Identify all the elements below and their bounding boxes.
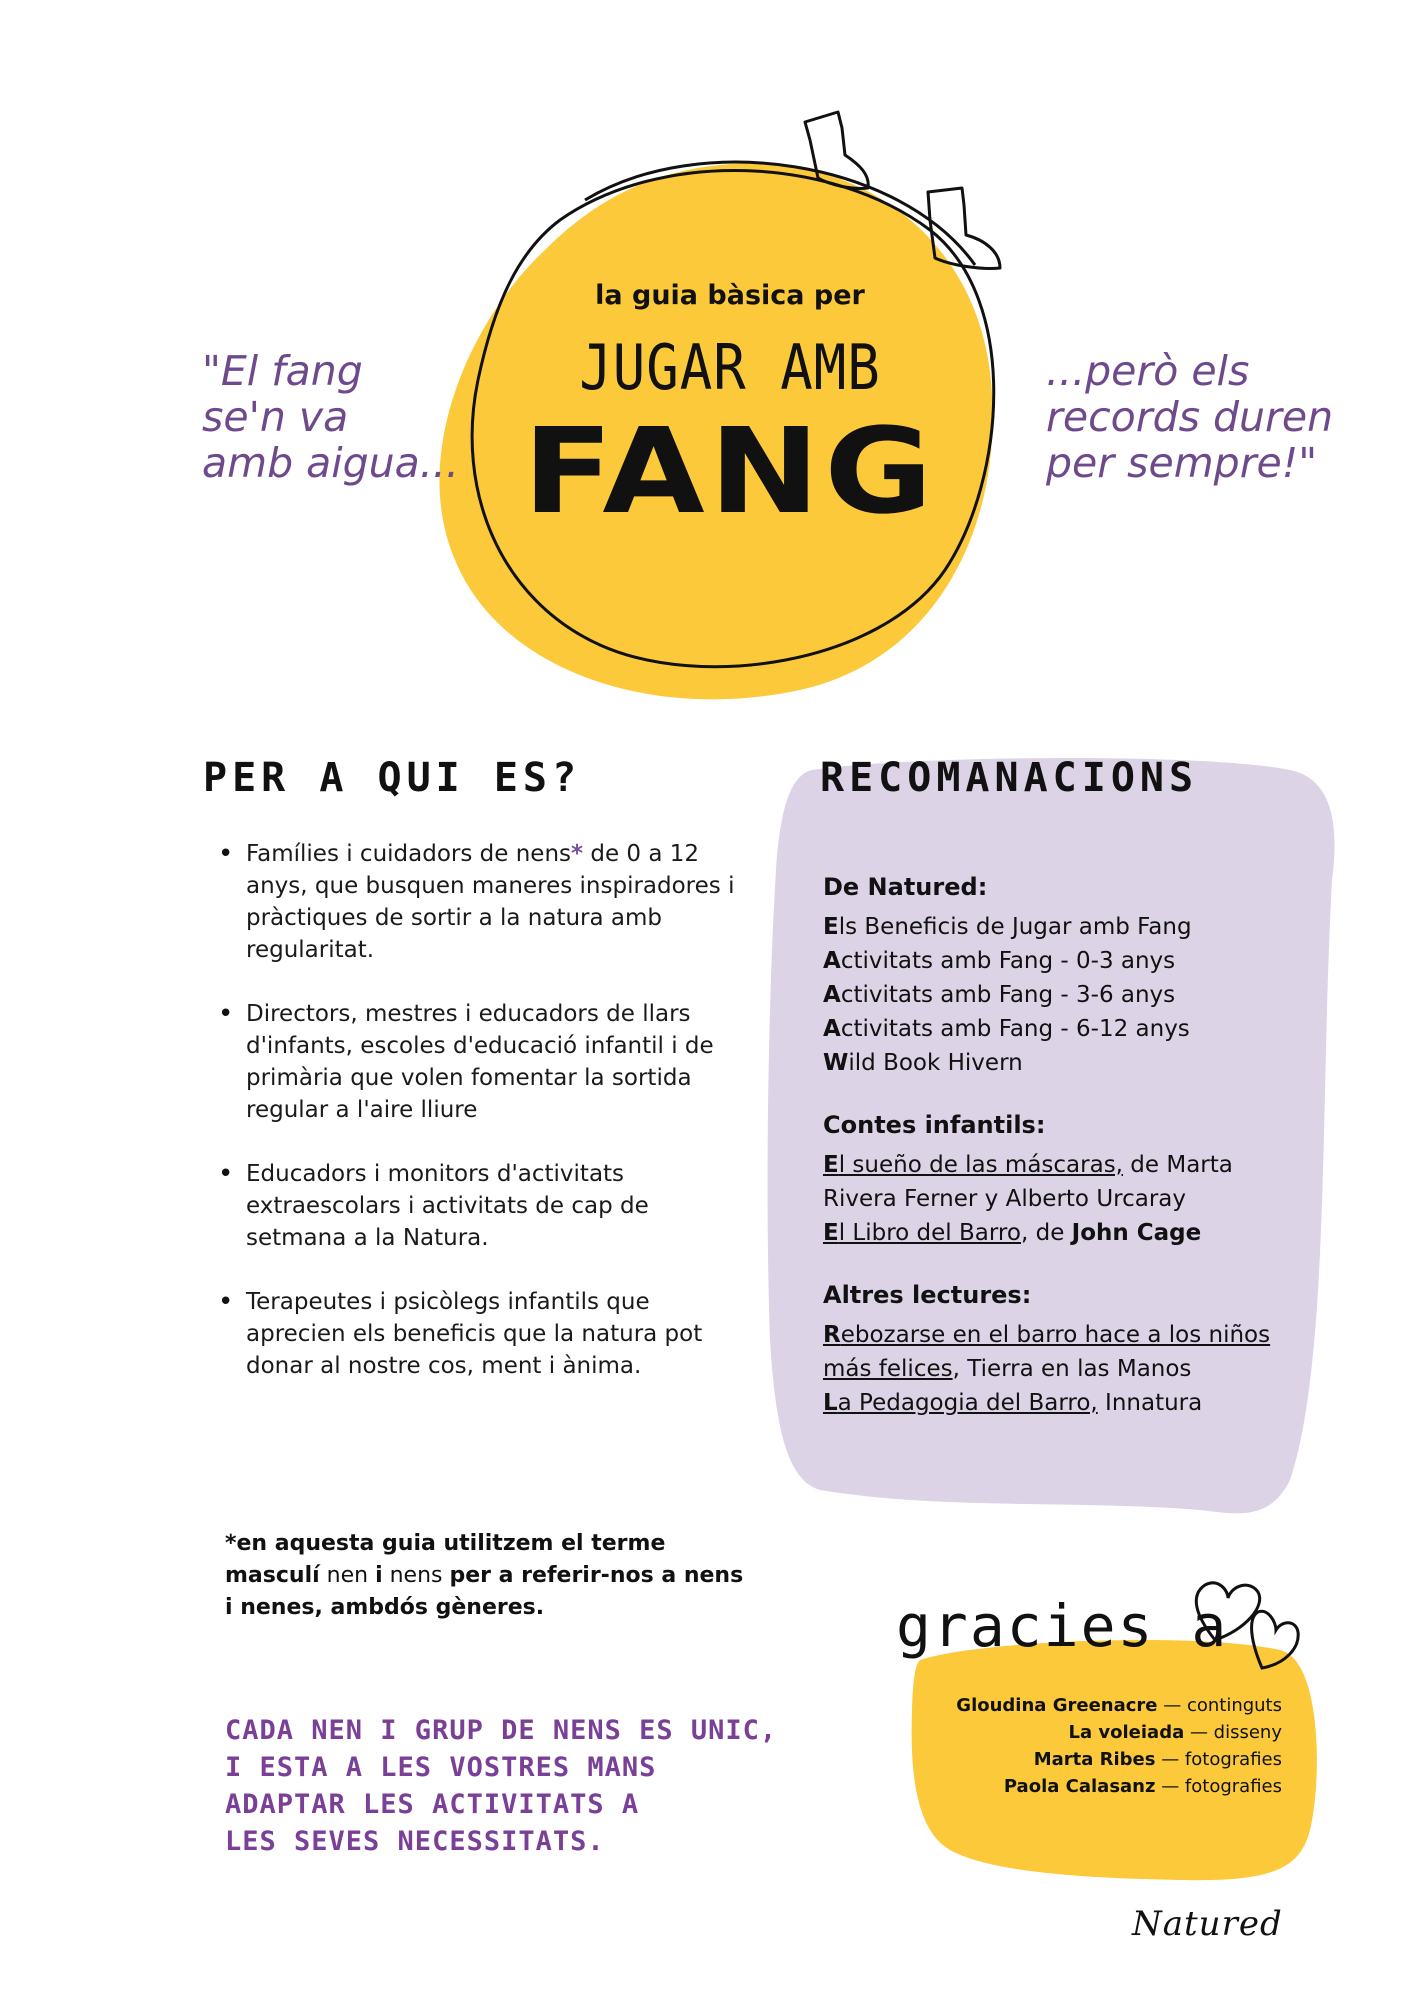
audience-heading: PER A QUI ES? — [203, 755, 582, 801]
quote-right-line: ...però els — [1046, 347, 1250, 395]
credit-name: Marta Ribes — [1033, 1749, 1156, 1770]
credit-role: — disseny — [1184, 1722, 1282, 1743]
recom-text: ctivitats amb Fang - 3-6 anys — [840, 982, 1176, 1008]
list-item — [246, 1158, 746, 1254]
recom-item — [823, 1148, 1303, 1216]
recom-item — [823, 1216, 1303, 1250]
recom-text: ctivitats amb Fang - 6-12 anys — [840, 1016, 1190, 1042]
credit-item — [920, 1692, 1282, 1719]
credit-role: — fotografies — [1155, 1776, 1282, 1797]
group-title: Altres lectures: — [823, 1281, 1032, 1309]
recom-item — [823, 1318, 1303, 1386]
recom-initial: R — [823, 1322, 841, 1348]
credit-name: La voleiada — [1068, 1722, 1185, 1743]
group-title: Contes infantils: — [823, 1111, 1046, 1139]
recom-item[interactable] — [823, 978, 1303, 1012]
list-item-text: Famílies i cuidadors de nens — [246, 841, 572, 867]
title-line-2: FANG — [522, 402, 938, 540]
note-text: nens — [382, 1563, 450, 1588]
credit-name: Gloudina Greenacre — [956, 1695, 1158, 1716]
list-item — [246, 1286, 746, 1382]
credit-role: — continguts — [1157, 1695, 1282, 1716]
book-link[interactable]: l sueño de las máscaras, — [838, 1152, 1123, 1178]
note-text: per a referir-nos a nens i nenes, ambdós gèneres. — [225, 1563, 744, 1620]
note-text: i — [375, 1563, 383, 1588]
quote-left-line: amb aigua... — [202, 439, 459, 487]
recom-text: ild Book Hivern — [848, 1050, 1023, 1076]
quote-right-line: per sempre!" — [1046, 439, 1318, 487]
quote-left-line: "El fang — [202, 347, 363, 395]
list-item-text: Educadors i monitors d'activitats extraescolars i activitats de cap de setmana a la Natura. — [246, 1161, 649, 1251]
recom-text: , de — [1020, 1220, 1072, 1246]
book-link[interactable]: l Libro del Barro — [838, 1220, 1021, 1246]
recom-item[interactable] — [823, 944, 1303, 978]
credit-name: Paola Calasanz — [1003, 1776, 1156, 1797]
asterisk: * — [571, 841, 584, 867]
quote-left — [202, 348, 459, 486]
closing-line: ADAPTAR LES ACTIVITATS A — [225, 1789, 640, 1820]
credit-role: — fotografies — [1155, 1749, 1282, 1770]
other-reading-group — [823, 1278, 1303, 1420]
recom-item[interactable] — [823, 1012, 1303, 1046]
recom-author: John Cage — [1071, 1220, 1202, 1246]
recom-text: de Marta Rivera Ferner y Alberto Urcaray — [823, 1152, 1233, 1212]
quote-right-line: records duren — [1046, 393, 1334, 441]
guide-subtitle: la guia bàsica per — [595, 280, 865, 311]
recom-item[interactable] — [823, 1046, 1303, 1080]
stories-group — [823, 1108, 1303, 1250]
thanks-heading: gracies a — [896, 1592, 1229, 1660]
audience-list — [218, 838, 746, 1414]
recom-item[interactable] — [823, 910, 1303, 944]
recom-initial: E — [823, 914, 839, 940]
recom-initial: A — [823, 1016, 841, 1042]
recom-initial: E — [823, 1220, 839, 1246]
list-item-text: Directors, mestres i educadors de llars d'infants, escoles d'educació infantil i de primària que volen fomentar la sortida regular a l'aire lliure — [246, 1001, 714, 1123]
article-link[interactable]: ebozarse en el barro hace a los niños más felices — [823, 1322, 1271, 1382]
list-item-text: Terapeutes i psicòlegs infantils que aprecien els beneficis que la natura pot donar al nostre cos, ment i ànima. — [246, 1289, 703, 1379]
article-link[interactable]: a Pedagogia del Barro, — [837, 1390, 1098, 1416]
credit-item — [920, 1719, 1282, 1746]
recommendations-heading: RECOMANACIONS — [820, 755, 1199, 801]
recom-text: Innatura — [1097, 1390, 1203, 1416]
closing-line: I ESTA A LES VOSTRES MANS — [225, 1752, 657, 1783]
gender-note — [225, 1528, 745, 1624]
credits-list — [920, 1692, 1282, 1800]
list-item-text: de 0 a 12 anys, que busquen maneres inspiradores i pràctiques de sortir a la natura amb regularitat. — [246, 841, 735, 963]
list-item — [246, 838, 746, 966]
recom-initial: A — [823, 982, 841, 1008]
title-line-1: JUGAR AMB — [579, 331, 881, 404]
closing-message — [225, 1712, 825, 1860]
group-title: De Natured: — [823, 873, 988, 901]
credit-item — [920, 1773, 1282, 1800]
closing-line: CADA NEN I GRUP DE NENS ES UNIC, — [225, 1715, 778, 1746]
natured-group — [823, 870, 1303, 1080]
recom-text: ls Beneficis de Jugar amb Fang — [838, 914, 1192, 940]
note-text: nen — [319, 1563, 376, 1588]
list-item — [246, 998, 746, 1126]
recom-initial: E — [823, 1152, 839, 1178]
quote-left-line: se'n va — [202, 393, 349, 441]
quote-right — [1046, 348, 1333, 486]
credit-item — [920, 1746, 1282, 1773]
closing-line: LES SEVES NECESSITATS. — [225, 1826, 605, 1857]
recom-initial: L — [823, 1390, 838, 1416]
recom-initial: A — [823, 948, 841, 974]
recom-text: ctivitats amb Fang - 0-3 anys — [840, 948, 1176, 974]
note-text: *en aquesta guia utilitzem el terme masculí — [225, 1531, 666, 1588]
recommendations-panel — [823, 870, 1303, 1448]
recom-initial: W — [823, 1050, 849, 1076]
recom-item — [823, 1386, 1303, 1420]
brand-logo: Natured — [1132, 1904, 1283, 1944]
recom-text: , Tierra en las Manos — [952, 1356, 1192, 1382]
